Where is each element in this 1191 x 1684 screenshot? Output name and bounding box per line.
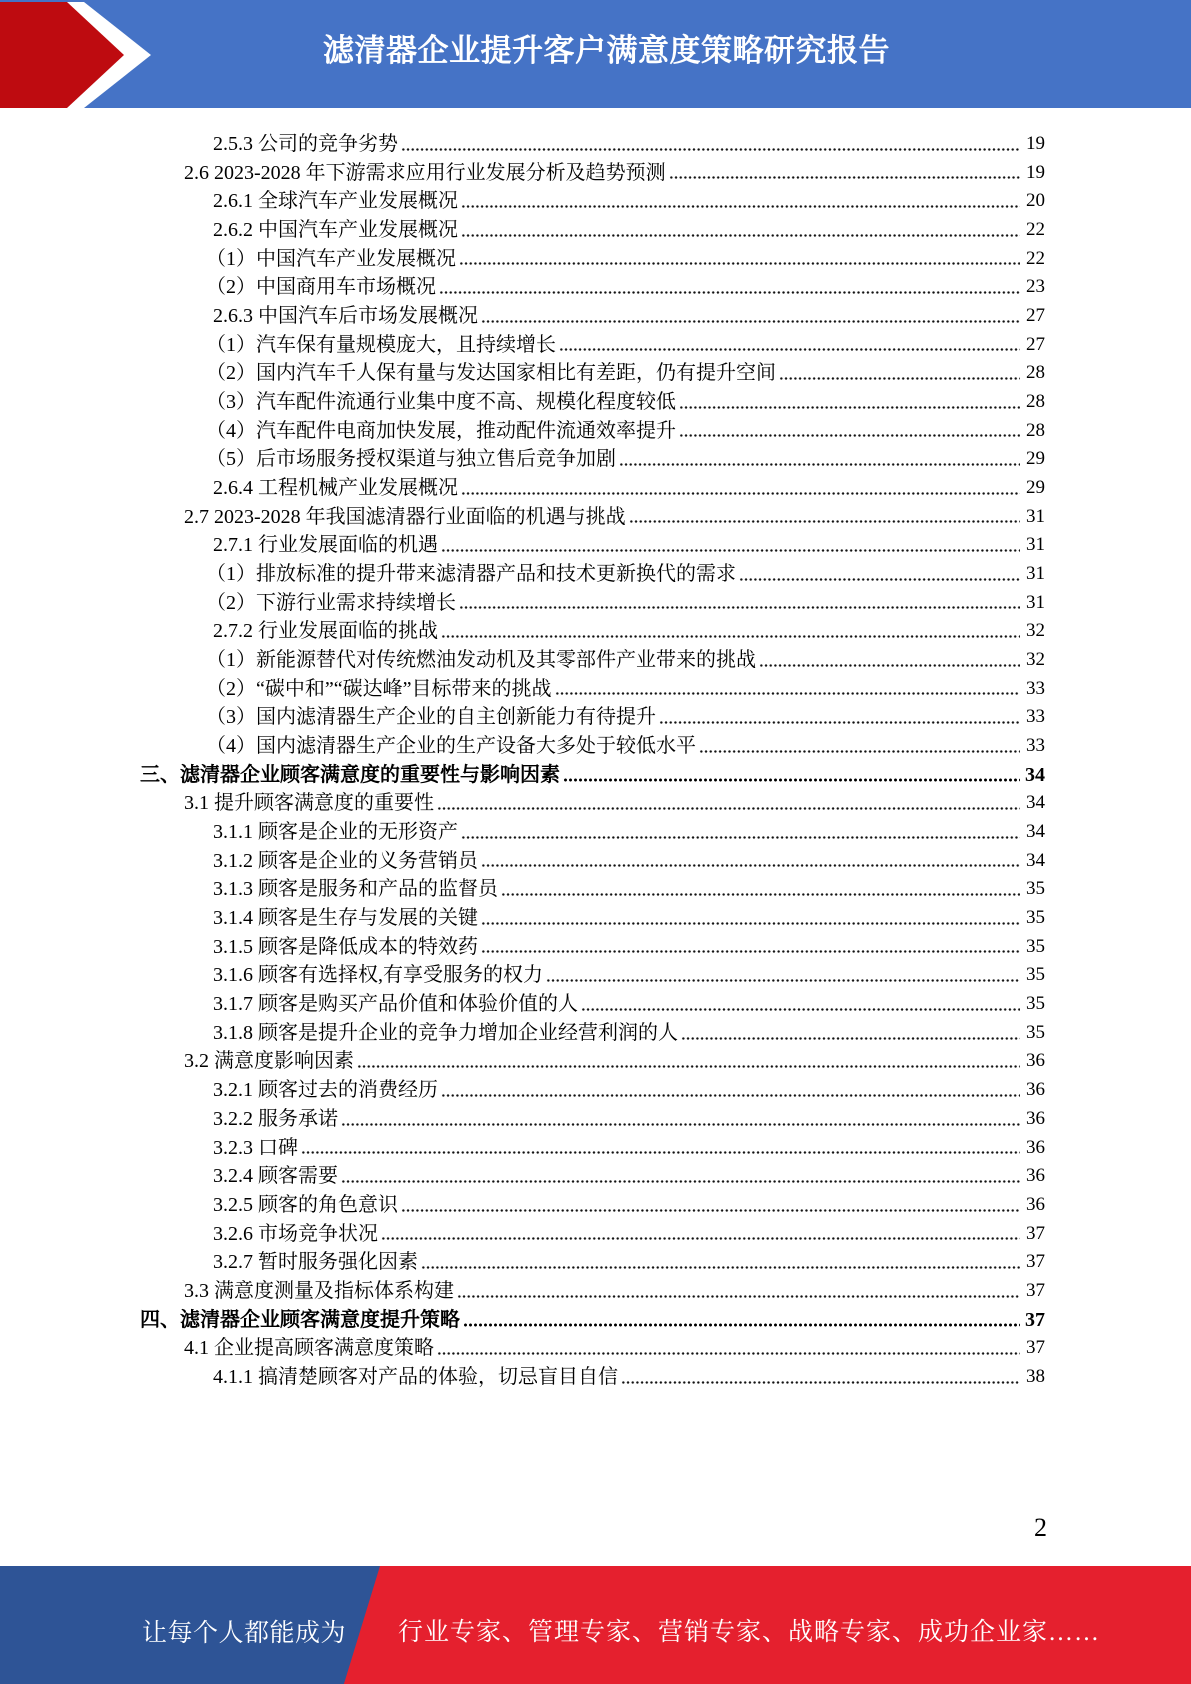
toc-entry-title: 4.1 企业提高顾客满意度策略 — [184, 1337, 434, 1360]
toc-entry-page: 31 — [1026, 563, 1045, 585]
footer-slogan-left: 让每个人都能成为 — [142, 1620, 347, 1647]
toc-entry-page: 35 — [1026, 1021, 1045, 1043]
dot-leader — [441, 1094, 1020, 1097]
toc-entry-title: （4）国内滤清器生产企业的生产设备大多处于较低水平 — [206, 735, 696, 758]
toc-entry-title: 3.2 满意度影响因素 — [184, 1050, 354, 1073]
dot-leader — [481, 864, 1020, 867]
toc-entry-title: （1）汽车保有量规模庞大，且持续增长 — [206, 333, 556, 356]
toc-entry-title: 2.6.2 中国汽车产业发展概况 — [213, 219, 458, 241]
toc-entry[interactable] — [140, 1248, 1045, 1277]
dot-leader — [401, 1209, 1020, 1212]
dot-leader — [461, 205, 1020, 208]
toc-entry-title: 3.2.4 顾客需要 — [213, 1165, 338, 1188]
toc-entry-page: 27 — [1026, 333, 1045, 355]
toc-entry-page: 33 — [1026, 706, 1045, 728]
toc-entry-page: 36 — [1026, 1193, 1045, 1215]
toc-entry-title: 3.2.5 顾客的角色意识 — [213, 1193, 398, 1216]
toc-entry[interactable] — [140, 388, 1045, 417]
toc-entry-page: 32 — [1026, 620, 1045, 642]
dot-leader — [357, 1065, 1020, 1068]
dot-leader — [381, 1237, 1020, 1240]
toc-entry-page: 19 — [1026, 132, 1045, 154]
toc-entry-title: （4）汽车配件电商加快发展，推动配件流通效率提升 — [206, 419, 676, 442]
toc-entry-title: 三、滤清器企业顾客满意度的重要性与影响因素 — [140, 763, 560, 786]
toc-entry-page: 29 — [1026, 477, 1045, 499]
toc-entry[interactable] — [140, 1105, 1045, 1134]
toc-entry[interactable] — [140, 130, 1045, 159]
toc-entry[interactable] — [140, 1019, 1045, 1048]
toc-entry[interactable] — [140, 445, 1045, 474]
toc-entry[interactable] — [140, 474, 1045, 503]
toc-entry-title: 2.6.4 工程机械产业发展概况 — [213, 477, 458, 500]
dot-leader — [301, 1151, 1020, 1154]
dot-leader — [679, 406, 1020, 409]
toc-entry-page: 20 — [1026, 190, 1045, 212]
toc-entry-page: 36 — [1026, 1165, 1045, 1187]
dot-leader — [459, 606, 1020, 609]
toc-entry-page: 31 — [1026, 534, 1045, 556]
dot-leader — [463, 1323, 1020, 1327]
dot-leader — [699, 750, 1020, 753]
dot-leader — [501, 893, 1020, 896]
toc-entry-title: （3）国内滤清器生产企业的自主创新能力有待提升 — [206, 706, 656, 729]
dot-leader — [437, 807, 1020, 810]
toc-entry[interactable] — [140, 159, 1045, 188]
dot-leader — [401, 148, 1020, 151]
toc-entry-page: 35 — [1026, 935, 1045, 957]
dot-leader — [421, 1266, 1020, 1269]
toc-entry-title: 3.1.7 顾客是购买产品价值和体验价值的人 — [213, 993, 578, 1016]
page-title: 滤清器企业提升客户满意度策略研究报告 — [323, 33, 890, 68]
toc-entry-title: 四、滤清器企业顾客满意度提升策略 — [140, 1308, 460, 1331]
toc-entry-title: 3.1.1 顾客是企业的无形资产 — [213, 821, 458, 844]
toc-entry[interactable] — [140, 589, 1045, 618]
toc-entry-page: 31 — [1026, 591, 1045, 613]
dot-leader — [555, 692, 1020, 695]
toc-entry-title: 3.2.6 市场竞争状况 — [213, 1222, 378, 1245]
toc-entry-title: （1）新能源替代对传统燃油发动机及其零部件产业带来的挑战 — [206, 649, 756, 672]
toc-entry[interactable] — [140, 187, 1045, 216]
toc-entry-title: 3.1.3 顾客是服务和产品的监督员 — [213, 878, 498, 901]
toc-entry-title: （2）“碳中和”“碳达峰”目标带来的挑战 — [206, 677, 552, 700]
toc-entry-title: 3.1.8 顾客是提升企业的竞争力增加企业经营利润的人 — [213, 1021, 678, 1044]
toc-entry[interactable] — [140, 646, 1045, 675]
toc-entry-page: 28 — [1026, 362, 1045, 384]
toc-entry[interactable] — [140, 531, 1045, 560]
toc-entry[interactable] — [140, 961, 1045, 990]
toc-entry[interactable] — [140, 1162, 1045, 1191]
header-banner — [0, 0, 1191, 108]
dot-leader — [739, 578, 1020, 581]
footer-slogan-right: 行业专家、管理专家、营销专家、战略专家、成功企业家…… — [398, 1619, 1101, 1646]
toc-entry-title: （3）汽车配件流通行业集中度不高、规模化程度较低 — [206, 391, 676, 414]
dot-leader — [441, 635, 1020, 638]
toc-entry-page: 22 — [1026, 247, 1045, 269]
toc-entry-title: 4.1.1 搞清楚顾客对产品的体验，切忌盲目自信 — [213, 1365, 618, 1388]
toc-entry-page: 37 — [1026, 1337, 1045, 1359]
dot-leader — [759, 664, 1020, 667]
toc-entry-page: 33 — [1026, 735, 1045, 757]
toc-entry-title: 2.6.1 全球汽车产业发展概况 — [213, 190, 458, 213]
toc-entry-title: 3.1.4 顾客是生存与发展的关键 — [213, 907, 478, 930]
dot-leader — [546, 979, 1020, 982]
dot-leader — [439, 291, 1020, 294]
toc-entry-page: 36 — [1026, 1107, 1045, 1129]
toc-entry[interactable] — [140, 675, 1045, 704]
toc-entry-title: （1）排放标准的提升带来滤清器产品和技术更新换代的需求 — [206, 563, 736, 586]
dot-leader — [581, 1008, 1020, 1011]
dot-leader — [559, 348, 1020, 351]
dot-leader — [779, 377, 1020, 380]
toc-entry-page: 37 — [1026, 1251, 1045, 1273]
dot-leader — [457, 1295, 1020, 1298]
toc-entry[interactable] — [140, 703, 1045, 732]
toc-entry-page: 19 — [1026, 161, 1045, 183]
toc-entry-title: （2）中国商用车市场概况 — [206, 276, 436, 299]
dot-leader — [563, 778, 1020, 782]
dot-leader — [619, 463, 1020, 466]
toc-entry[interactable] — [140, 417, 1045, 446]
page-number: 2 — [1034, 1513, 1047, 1542]
toc-entry[interactable] — [140, 302, 1045, 331]
toc-entry[interactable] — [140, 331, 1045, 360]
toc-entry[interactable] — [140, 990, 1045, 1019]
toc-entry-page: 34 — [1026, 792, 1045, 814]
dot-leader — [679, 434, 1020, 437]
toc-entry[interactable] — [140, 1220, 1045, 1249]
dot-leader — [669, 176, 1020, 179]
toc-entry-title: 2.6.3 中国汽车后市场发展概况 — [213, 305, 478, 328]
toc-entry-title: （5）后市场服务授权渠道与独立售后竞争加剧 — [206, 448, 616, 471]
toc-entry[interactable] — [140, 216, 1045, 245]
dot-leader — [481, 320, 1020, 323]
toc-entry-title: 2.5.3 公司的竞争劣势 — [213, 132, 398, 155]
toc-entry[interactable] — [140, 617, 1045, 646]
toc-entry-title: 3.1.2 顾客是企业的义务营销员 — [213, 849, 478, 872]
toc-entry-page: 31 — [1026, 505, 1045, 527]
toc-entry[interactable] — [140, 818, 1045, 847]
toc-entry-title: 2.7.2 行业发展面临的挑战 — [213, 620, 438, 643]
dot-leader — [437, 1352, 1020, 1355]
toc-entry[interactable] — [140, 789, 1045, 818]
dot-leader — [681, 1037, 1020, 1040]
toc-entry-page: 34 — [1025, 763, 1045, 786]
toc-entry-page: 35 — [1026, 878, 1045, 900]
toc-entry-page: 35 — [1026, 907, 1045, 929]
toc-entry[interactable] — [140, 904, 1045, 933]
toc-entry-title: 3.2.1 顾客过去的消费经历 — [213, 1079, 438, 1102]
toc-entry-page: 32 — [1026, 649, 1045, 671]
toc-entry[interactable] — [140, 1277, 1045, 1306]
toc-entry-page: 36 — [1026, 1050, 1045, 1072]
toc-entry-page: 22 — [1026, 219, 1045, 240]
toc-entry-title: 3.1.6 顾客有选择权,有享受服务的权力 — [213, 964, 543, 987]
dot-leader — [621, 1381, 1020, 1384]
dot-leader — [461, 234, 1020, 237]
toc-list — [140, 130, 1045, 1392]
toc-entry-page: 29 — [1026, 448, 1045, 470]
dot-leader — [481, 922, 1020, 925]
dot-leader — [461, 836, 1020, 839]
toc-entry-title: （1）中国汽车产业发展概况 — [206, 247, 456, 270]
toc-entry[interactable] — [140, 1306, 1045, 1335]
toc-entry-title: 3.1.5 顾客是降低成本的特效药 — [213, 935, 478, 958]
toc-entry-title: 2.7.1 行业发展面临的机遇 — [213, 534, 438, 557]
toc-entry[interactable] — [140, 560, 1045, 589]
toc-entry[interactable] — [140, 359, 1045, 388]
toc-entry-title: 3.1 提升顾客满意度的重要性 — [184, 792, 434, 815]
toc-entry-page: 36 — [1026, 1079, 1045, 1101]
toc-entry[interactable] — [140, 732, 1045, 761]
toc-entry[interactable] — [140, 761, 1045, 790]
toc-entry-title: 3.2.7 暂时服务强化因素 — [213, 1251, 418, 1274]
toc-entry-page: 28 — [1026, 419, 1045, 441]
toc-entry-title: 3.2.3 口碑 — [213, 1136, 298, 1159]
toc-entry-page: 23 — [1026, 276, 1045, 298]
toc-entry-page: 35 — [1026, 964, 1045, 986]
toc-entry[interactable] — [140, 1134, 1045, 1163]
toc-entry[interactable] — [140, 245, 1045, 274]
dot-leader — [341, 1180, 1020, 1183]
dot-leader — [481, 950, 1020, 953]
toc-entry[interactable] — [140, 503, 1045, 532]
toc-entry[interactable] — [140, 847, 1045, 876]
dot-leader — [459, 262, 1020, 265]
toc-entry-title: 3.3 满意度测量及指标体系构建 — [184, 1279, 454, 1302]
dot-leader — [441, 549, 1020, 552]
dot-leader — [461, 492, 1020, 495]
toc-entry-page: 28 — [1026, 391, 1045, 413]
toc-entry-title: （2）国内汽车千人保有量与发达国家相比有差距，仍有提升空间 — [206, 362, 776, 385]
toc-entry-page: 34 — [1026, 849, 1045, 871]
toc-entry-page: 36 — [1026, 1136, 1045, 1158]
dot-leader — [341, 1123, 1020, 1126]
toc-entry[interactable] — [140, 1076, 1045, 1105]
toc-entry-page: 33 — [1026, 677, 1045, 699]
toc-entry-title: 2.6 2023-2028 年下游需求应用行业发展分析及趋势预测 — [184, 161, 666, 184]
toc-entry-page: 27 — [1026, 305, 1045, 327]
toc-entry-page: 38 — [1026, 1365, 1045, 1387]
toc-entry[interactable] — [140, 933, 1045, 962]
toc-entry[interactable] — [140, 1048, 1045, 1077]
toc-entry-title: 3.2.2 服务承诺 — [213, 1107, 338, 1130]
toc-entry-page: 37 — [1026, 1279, 1045, 1301]
toc-entry-title: 2.7 2023-2028 年我国滤清器行业面临的机遇与挑战 — [184, 505, 626, 528]
toc-entry[interactable] — [140, 1363, 1045, 1392]
toc-entry-page: 37 — [1025, 1308, 1045, 1331]
toc-entry[interactable] — [140, 273, 1045, 302]
toc-entry-page: 34 — [1026, 821, 1045, 843]
toc-entry-page: 37 — [1026, 1222, 1045, 1244]
dot-leader — [629, 520, 1020, 523]
dot-leader — [659, 721, 1020, 724]
toc-entry[interactable] — [140, 1334, 1045, 1363]
toc-entry[interactable] — [140, 875, 1045, 904]
toc-entry-page: 35 — [1026, 993, 1045, 1015]
footer-banner — [0, 1566, 1191, 1684]
toc-entry[interactable] — [140, 1191, 1045, 1220]
toc-entry-title: （2）下游行业需求持续增长 — [206, 591, 456, 614]
